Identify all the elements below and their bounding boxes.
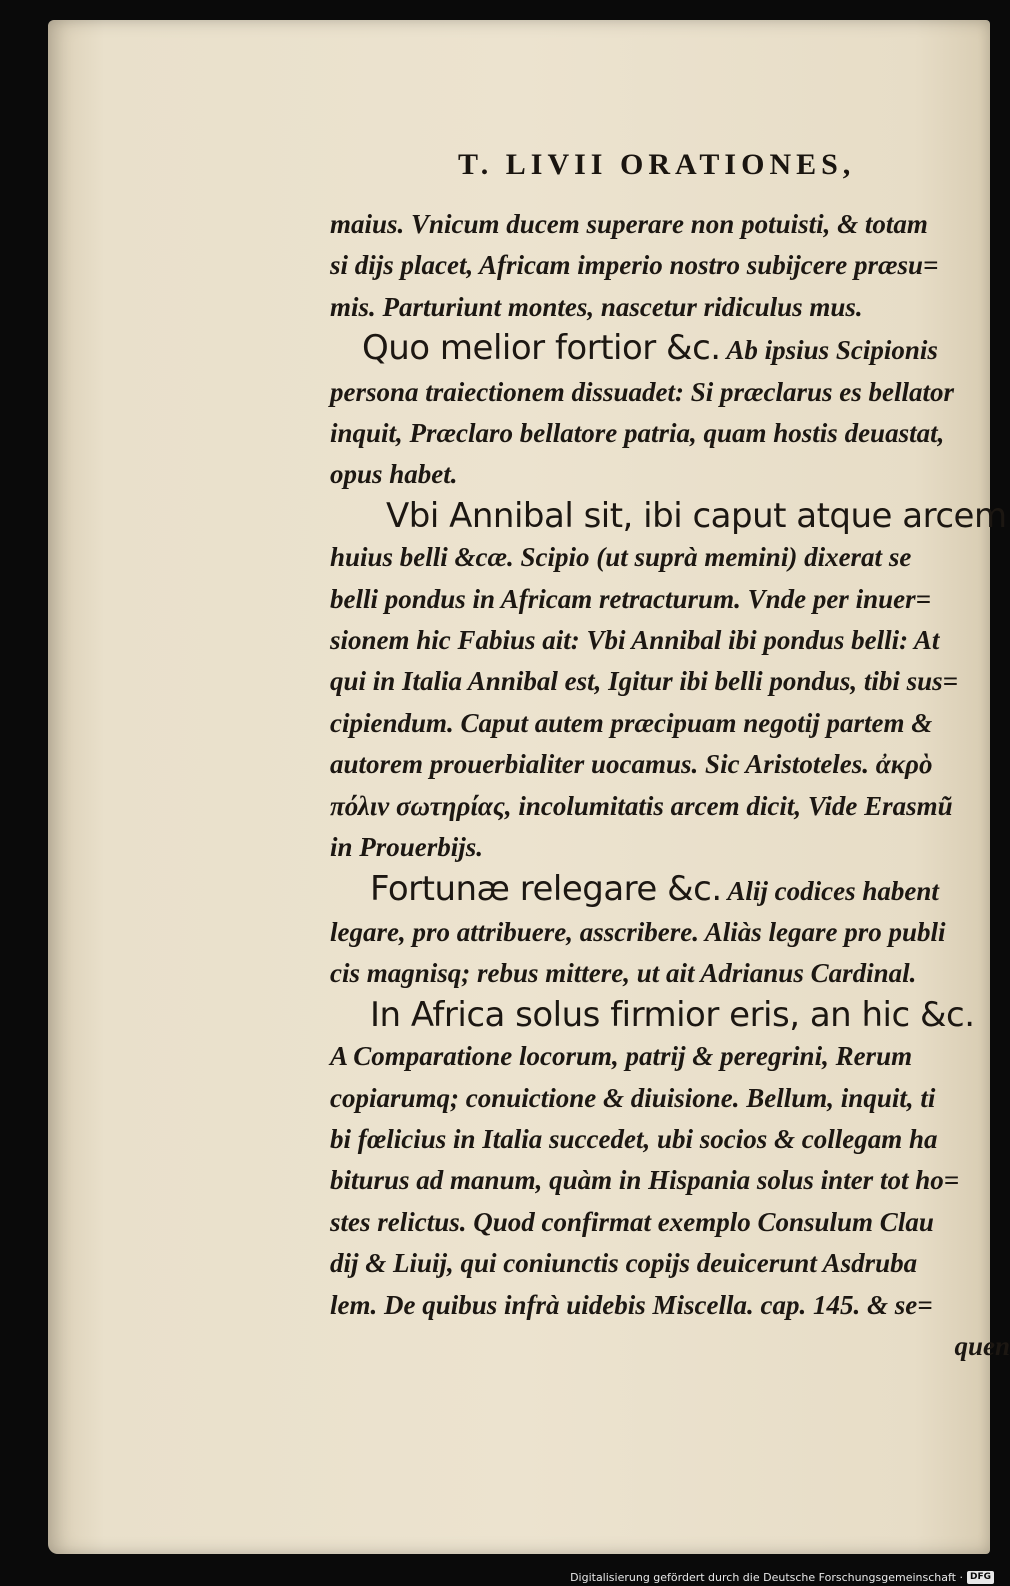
text-line: dij & Liuij, qui coniunctis copijs deuicerunt Asdruba [330,1248,918,1279]
text-line: persona traiectionem dissuadet: Si præclarus es bellator [330,376,955,407]
text-line: maius. Vnicum ducem superare non potuisti, & totam [330,209,928,239]
lemma-vbi-annibal: Vbi Annibal sit, ibi caput atque arcem [386,495,1007,536]
running-head: T. LIVII ORATIONES, [458,148,856,181]
text-line: cipiendum. Caput autem præcipuam negotij partem & [330,707,933,738]
lemma-quo-melior: Quo melior fortior &c. [362,328,721,369]
text-line: mis. Parturiunt montes, nascetur ridiculus mus. [330,291,863,322]
text-line: copiarumq; conuictione & diuisione. Bellum, inquit, ti [330,1082,936,1113]
text-line: si dijs placet, Africam imperio nostro subijcere præsu= [330,250,939,281]
text-line: lem. De quibus infrà uidebis Miscella. cap. 145. & se= [330,1289,933,1320]
text-line: belli pondus in Africam retracturum. Vnde per inuer= [330,583,931,614]
lemma-line [330,869,1010,912]
text-line: πόλιν σωτηρίας, incolumitatis arcem dicit, Vide Erasmũ [330,790,953,821]
text-line: stes relictus. Quod confirmat exemplo Consulum Clau [330,1206,934,1237]
text-line: in Prouerbijs. [330,832,484,863]
page-body [330,204,1010,1367]
dfg-logo: DFG [967,1571,994,1584]
catchword: quen [954,1330,1010,1361]
digitization-credit [570,1571,994,1584]
text-line: opus habet. [330,459,458,490]
text-line: cis magnisq; rebus mittere, ut ait Adrianus Cardinal. [330,958,917,989]
book-page [48,20,1010,1554]
text-line: huius belli &cæ. Scipio (ut suprà memini) dixerat se [330,542,912,573]
text-line: bi fœlicius in Italia succedet, ubi socios & collegam ha [330,1123,938,1154]
lemma-fortunae: Fortunæ relegare &c. [370,868,722,909]
text-line: sionem hic Fabius ait: Vbi Annibal ibi pondus belli: At [330,625,940,656]
text-line: biturus ad manum, quàm in Hispania solus inter tot ho= [330,1165,960,1196]
text-line: A Comparatione locorum, patrij & peregrini, Rerum [330,1041,913,1072]
lemma-in-africa: In Africa solus firmior eris, an hic &c. [370,994,975,1035]
credit-text: Digitalisierung gefördert durch die Deutsche Forschungsgemeinschaft · [570,1571,963,1584]
lemma-line [330,328,1010,371]
text-line: legare, pro attribuere, asscribere. Aliàs legare pro publi [330,916,946,947]
text-fragment: Alij codices habent [727,875,939,906]
text-line: autorem prouerbialiter uocamus. Sic Aristoteles. ἀκρὸ [330,749,933,780]
text-line: inquit, Præclaro bellatore patria, quam hostis deuastat, [330,418,945,449]
text-fragment: Ab ipsius Scipionis [726,335,938,366]
text-line: qui in Italia Annibal est, Igitur ibi belli pondus, tibi sus= [330,666,959,697]
